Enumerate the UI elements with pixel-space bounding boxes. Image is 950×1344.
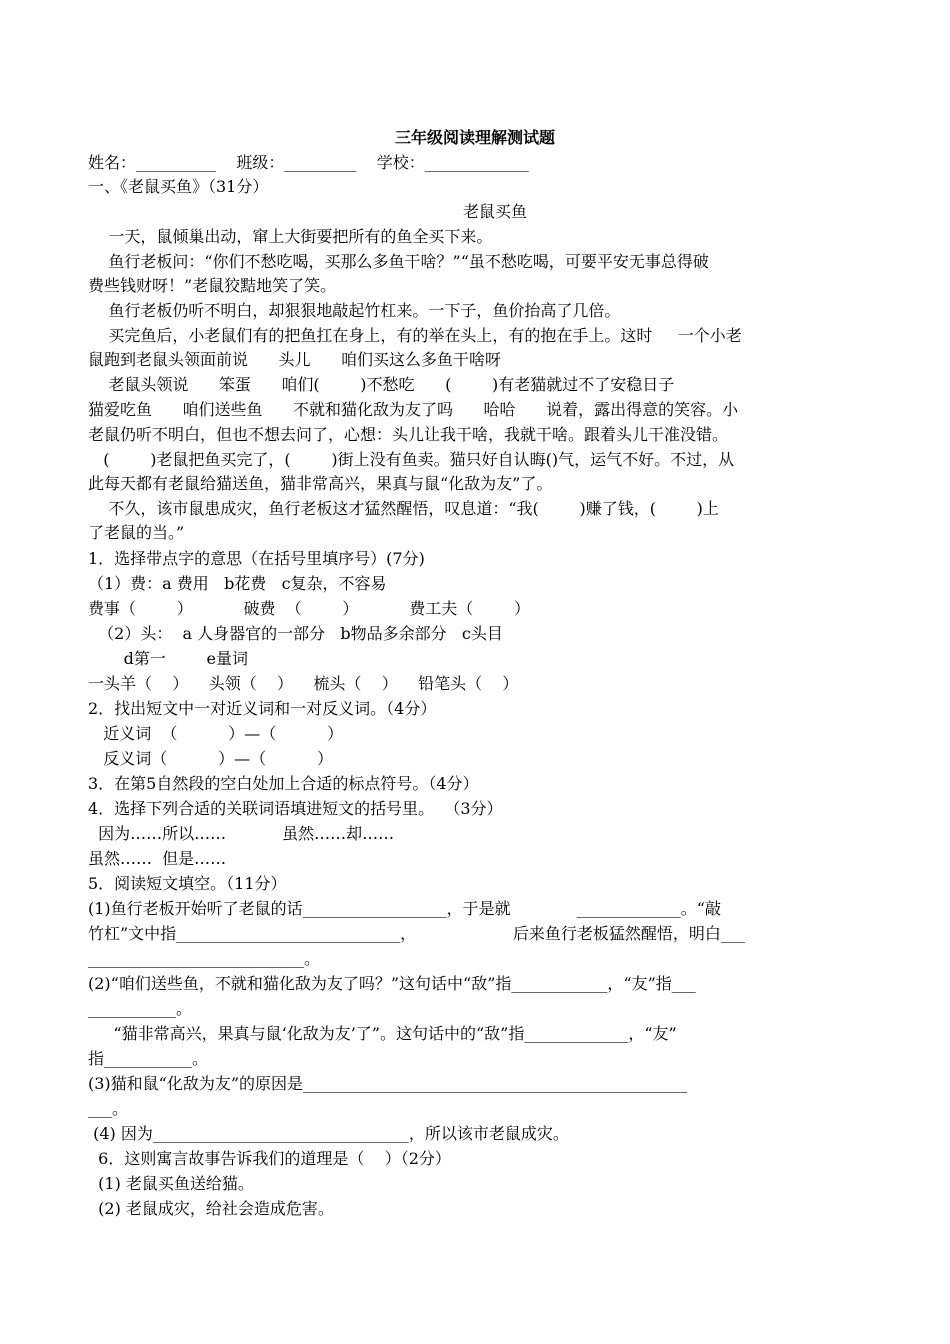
- story-line: 老鼠头领说 笨蛋 咱们( )不愁吃 ( )有老猫就过不了安稳日子: [88, 375, 675, 394]
- question-line: 6．这则寓言故事告诉我们的道理是（ ）（2分）: [88, 1149, 451, 1168]
- story-line: 老鼠仍听不明白，但也不想去问了，心想：头儿让我干啥，我就干啥。跟着头儿干准没错。: [88, 425, 729, 444]
- story-line: 鱼行老板问：“你们不愁吃喝，买那么多鱼干啥？”“虽不愁吃喝，可要平安无事总得破: [88, 252, 709, 271]
- question-line: 虽然…… 但是……: [88, 849, 227, 868]
- question-line: （2）头： a 人身器官的一部分 b物品多余部分 c头目: [88, 624, 503, 643]
- story-line: ( )老鼠把鱼买完了，( )街上没有鱼卖。猫只好自认晦()气，运气不好。不过，从: [88, 450, 735, 469]
- question-line: 反义词（ ）—（ ）: [88, 749, 333, 768]
- page-title: 三年级阅读理解测试题: [394, 128, 555, 147]
- question-line: “猫非常高兴，果真与鼠‘化敌为友’了”。这句话中的“敌”指_____________，“友”: [88, 1024, 677, 1043]
- story-title: 老鼠买鱼: [462, 202, 527, 221]
- story-line: 鼠跑到老鼠头领面前说 头儿 咱们买这么多鱼干啥呀: [88, 350, 502, 369]
- question-line: ___。: [88, 1099, 129, 1118]
- question-line: 5．阅读短文填空。（11分）: [88, 874, 287, 893]
- question-line: 4．选择下列合适的关联词语填进短文的括号里。 （3分）: [88, 799, 503, 818]
- question-line: 近义词 （ ）—（ ）: [88, 724, 344, 743]
- question-line: (2)“咱们送些鱼，不就和猫化敌为友了吗？”这句话中“敌”指____________，“友”指___: [88, 974, 696, 993]
- student-info-line: 姓名：__________ 班级：_________ 学校：_____________: [88, 153, 529, 172]
- question-line: （1）费：a 费用 b花费 c复杂，不容易: [88, 574, 387, 593]
- question-line: ___________。: [88, 999, 193, 1018]
- question-line: 1．选择带点字的意思（在括号里填序号）(7分): [88, 549, 425, 568]
- section-heading: 一、《老鼠买鱼》（31分）: [88, 177, 269, 196]
- question-line: (1)鱼行老板开始听了老鼠的话__________________，于是就 _____________。“敲: [88, 899, 721, 918]
- question-line: (1) 老鼠买鱼送给猫。: [88, 1174, 254, 1193]
- question-line: d第一 e量词: [88, 649, 249, 668]
- question-line: 3．在第5自然段的空白处加上合适的标点符号。（4分）: [88, 774, 479, 793]
- question-line: 2．找出短文中一对近义词和一对反义词。（4分）: [88, 699, 437, 718]
- story-line: 此每天都有老鼠给猫送鱼，猫非常高兴，果真与鼠“化敌为友”了。: [88, 474, 553, 493]
- story-line: 买完鱼后，小老鼠们有的把鱼扛在身上，有的举在头上，有的抱在手上。这时 一个小老: [88, 326, 742, 345]
- question-line: (2) 老鼠成灾，给社会造成危害。: [88, 1199, 334, 1218]
- story-line: 一天，鼠倾巢出动，窜上大街要把所有的鱼全买下来。: [88, 227, 493, 246]
- question-line: 一头羊（ ） 头领（ ） 梳头（ ） 铅笔头（ ）: [88, 674, 519, 693]
- story-line: 费些钱财呀！”老鼠狡黠地笑了笑。: [88, 276, 337, 295]
- question-line: (4) 因为________________________________，所以该市老鼠成灾。: [88, 1124, 569, 1143]
- story-line: 不久，该市鼠患成灾，鱼行老板这才猛然醒悟，叹息道：“我( )赚了钱，( )上: [88, 499, 719, 518]
- question-line: 竹杠”文中指____________________________， 后来鱼行老板猛然醒悟，明白___: [88, 924, 745, 943]
- question-line: ___________________________。: [88, 949, 321, 968]
- question-line: (3)猫和鼠“化敌为友”的原因是________________________________________________: [88, 1074, 688, 1093]
- story-line: 猫爱吃鱼 咱们送些鱼 不就和猫化敌为友了吗 哈哈 说着，露出得意的笑容。小: [88, 400, 739, 419]
- question-line: 费事（ ） 破费 （ ） 费工夫（ ）: [88, 599, 530, 618]
- question-line: 因为……所以…… 虽然……却……: [88, 824, 395, 843]
- question-line: 指___________。: [88, 1049, 209, 1068]
- story-line: 鱼行老板仍听不明白，却狠狠地敲起竹杠来。一下子，鱼价抬高了几倍。: [88, 301, 621, 320]
- story-line: 了老鼠的当。”: [88, 523, 185, 542]
